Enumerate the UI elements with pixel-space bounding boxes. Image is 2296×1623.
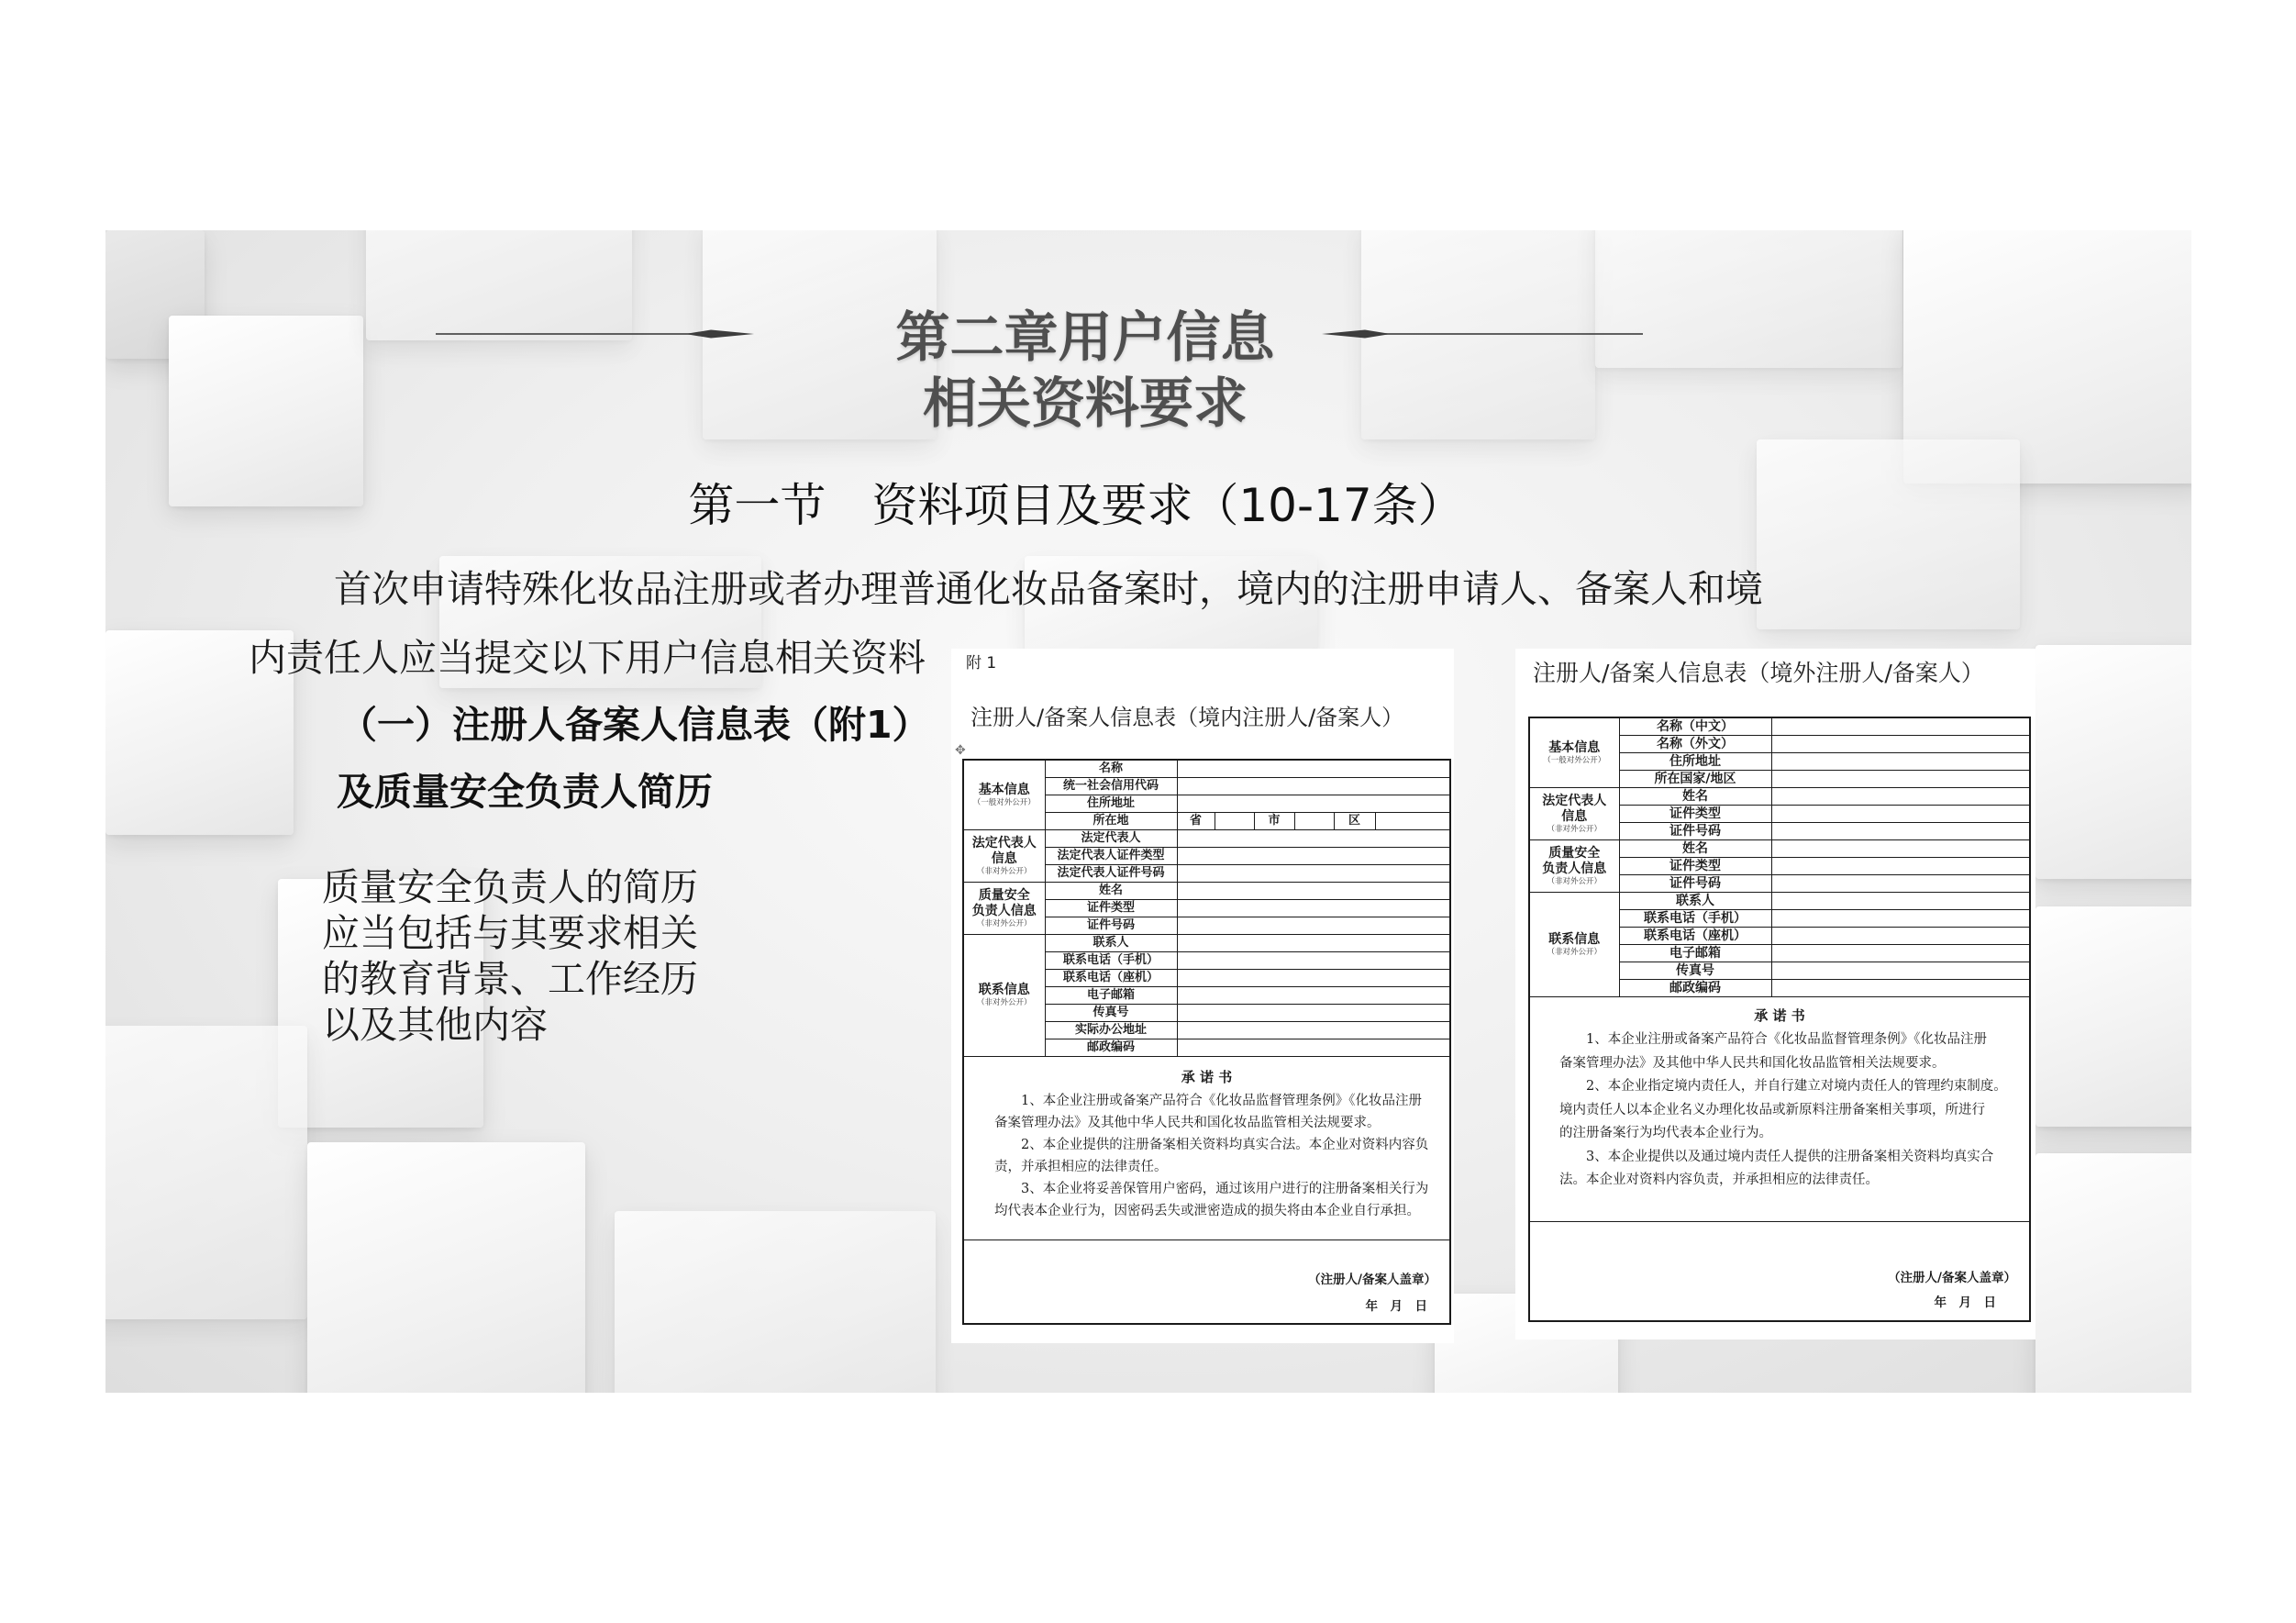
table-row <box>1529 788 2030 806</box>
location-unit: 区 <box>1334 813 1375 829</box>
field-label: 名称 <box>1045 760 1177 778</box>
domestic-registrant-form-image <box>951 649 1454 1343</box>
group-label-cell <box>1529 840 1619 893</box>
field-value-blank <box>1177 760 1450 778</box>
intro-text-line-1: 首次申请特殊化妆品注册或者办理普通化妆品备案时，境内的注册申请人、备案人和境 <box>334 567 1763 611</box>
pledge-line: 3、本企业将妥善保管用户密码，通过该用户进行的注册备案相关行为 <box>1021 1182 1429 1196</box>
table-row <box>1529 893 2030 910</box>
pledge-title: 承 诺 书 <box>1181 1069 1233 1085</box>
pledge-line: 责，并承担相应的法律责任。 <box>994 1160 1168 1174</box>
pledge-line: 境内责任人以本企业名义办理化妆品或新原料注册备案相关事项，所进行 <box>1559 1102 1985 1117</box>
field-label: 证件类型 <box>1619 806 1771 823</box>
pledge-line: 2、本企业提供的注册备案相关资料均真实合法。本企业对资料内容负 <box>1021 1138 1429 1152</box>
form-title: 注册人/备案人信息表（境外注册人/备案人） <box>1533 660 1984 686</box>
chapter-title-line-1: 第二章用户信息 <box>895 306 1275 369</box>
group-label: 质量安全 <box>978 887 1030 903</box>
field-value-blank <box>1177 935 1450 952</box>
pledge-row <box>963 1057 1450 1240</box>
field-label: 电子邮箱 <box>1045 987 1177 1005</box>
field-value-blank <box>1771 910 2030 928</box>
location-unit-row <box>1178 813 1450 829</box>
pledge-line: 2、本企业指定境内责任人，并自行建立对境内责任人的管理约束制度。 <box>1586 1079 2007 1094</box>
field-value-blank <box>1771 788 2030 806</box>
group-label: 法定代表人 <box>1542 793 1607 808</box>
item-heading-line-2: 及质量安全负责人简历 <box>337 770 713 814</box>
field-label: 联系电话（手机） <box>1045 952 1177 970</box>
group-label: 信息 <box>1561 808 1588 824</box>
field-label: 证件号码 <box>1619 823 1771 840</box>
group-label: 法定代表人 <box>971 835 1037 850</box>
field-value-blank <box>1771 806 2030 823</box>
field-label: 名称（外文） <box>1619 736 1771 753</box>
pledge-line: 备案管理办法》及其他中华人民共和国化妆品监管相关法规要求。 <box>994 1116 1381 1130</box>
attachment-label: 附 1 <box>966 654 997 673</box>
field-label: 证件号码 <box>1045 917 1177 935</box>
background-square <box>366 230 632 340</box>
group-label-cell <box>1529 893 1619 997</box>
field-label: 法定代表人 <box>1045 830 1177 848</box>
field-value-blank <box>1771 945 2030 962</box>
field-label: 证件类型 <box>1619 858 1771 875</box>
pledge-cell <box>1529 997 2030 1222</box>
field-value-blank <box>1771 962 2030 980</box>
date-label: 年 月 日 <box>1934 1295 1996 1310</box>
group-label: 基本信息 <box>1548 739 1601 755</box>
field-value-blank <box>1771 753 2030 771</box>
chapter-title-line-2: 相关资料要求 <box>922 372 1248 435</box>
group-note: （非对外公开） <box>976 866 1032 876</box>
field-label: 住所地址 <box>1619 753 1771 771</box>
pledge-title: 承 诺 书 <box>1754 1007 1805 1024</box>
pledge-line: 法。本企业对资料内容负责，并承担相应的法律责任。 <box>1559 1173 1879 1187</box>
group-note: （非对外公开） <box>976 998 1032 1007</box>
group-label-cell <box>963 883 1045 935</box>
field-value-blank <box>1177 813 1450 830</box>
foreign-registrant-info-table <box>1528 717 2031 1322</box>
pledge-cell <box>963 1057 1450 1240</box>
field-label: 所在地 <box>1045 813 1177 830</box>
date-label: 年 月 日 <box>1365 1299 1427 1314</box>
resume-note-line: 应当包括与其要求相关 <box>322 911 698 955</box>
background-square <box>2035 645 2191 879</box>
field-value-blank <box>1177 900 1450 917</box>
field-value-blank <box>1771 875 2030 893</box>
pledge-line: 1、本企业注册或备案产品符合《化妆品监督管理条例》《化妆品注册 <box>1586 1032 1987 1047</box>
table-row <box>963 935 1450 952</box>
background-square <box>2035 1153 2191 1393</box>
table-row <box>963 760 1450 778</box>
group-note: （非对外公开） <box>1547 876 1602 886</box>
form-title: 注册人/备案人信息表（境内注册人/备案人） <box>971 705 1404 730</box>
field-value-blank <box>1177 848 1450 865</box>
field-value-blank <box>1771 928 2030 945</box>
field-value-blank <box>1177 1005 1450 1022</box>
field-label: 传真号 <box>1045 1005 1177 1022</box>
section-heading: 第一节 资料项目及要求（10-17条） <box>688 479 1464 532</box>
intro-text-line-2: 内责任人应当提交以下用户信息相关资料 <box>249 636 926 680</box>
signature-cell <box>963 1240 1450 1325</box>
pledge-row <box>1529 997 2030 1222</box>
field-value-blank <box>1177 883 1450 900</box>
table-move-handle-icon: ✥ <box>955 743 966 758</box>
field-label: 邮政编码 <box>1619 980 1771 997</box>
resume-note-line: 质量安全负责人的简历 <box>322 865 698 909</box>
location-unit: 省 <box>1189 814 1202 828</box>
field-value-blank <box>1771 823 2030 840</box>
field-label: 邮政编码 <box>1045 1039 1177 1057</box>
field-value-blank <box>1177 1022 1450 1039</box>
group-label-cell <box>1529 717 1619 788</box>
field-label: 姓名 <box>1045 883 1177 900</box>
resume-note <box>322 864 698 1048</box>
pledge-line: 3、本企业提供以及通过境内责任人提供的注册备案相关资料均真实合 <box>1586 1149 1994 1164</box>
field-label: 证件号码 <box>1619 875 1771 893</box>
signature-row <box>1529 1222 2030 1322</box>
background-square <box>615 1211 936 1393</box>
field-label: 联系电话（座机） <box>1045 970 1177 987</box>
pledge-line: 的注册备案行为均代表本企业行为。 <box>1559 1126 1772 1140</box>
chapter-title <box>810 305 1360 437</box>
resume-note-line: 的教育背景、工作经历 <box>322 957 698 1001</box>
field-label: 法定代表人证件号码 <box>1045 865 1177 883</box>
group-label: 联系信息 <box>1548 931 1601 947</box>
field-value-blank <box>1771 717 2030 736</box>
field-value-blank <box>1177 987 1450 1005</box>
field-value-blank <box>1177 952 1450 970</box>
group-note: （非对外公开） <box>1547 947 1602 957</box>
group-label: 质量安全 <box>1548 845 1601 861</box>
field-value-blank <box>1771 840 2030 858</box>
signature-row <box>963 1240 1450 1325</box>
field-label: 实际办公地址 <box>1045 1022 1177 1039</box>
group-label-cell <box>1529 788 1619 840</box>
seal-label: （注册人/备案人盖章） <box>1888 1271 2016 1285</box>
field-label: 联系电话（手机） <box>1619 910 1771 928</box>
field-label: 住所地址 <box>1045 795 1177 813</box>
resume-note-line: 以及其他内容 <box>322 1003 548 1047</box>
location-blank <box>1375 813 1450 829</box>
pledge-line: 均代表本企业行为，因密码丢失或泄密造成的损失将由本企业自行承担。 <box>994 1204 1420 1218</box>
field-value-blank <box>1771 980 2030 997</box>
title-divider-left <box>436 327 754 341</box>
field-value-blank <box>1177 970 1450 987</box>
field-label: 法定代表人证件类型 <box>1045 848 1177 865</box>
foreign-registrant-form-image <box>1515 649 2035 1340</box>
domestic-registrant-info-table <box>962 759 1451 1325</box>
signature-cell <box>1529 1222 2030 1322</box>
field-label: 统一社会信用代码 <box>1045 778 1177 795</box>
group-note: （一般对外公开） <box>1543 755 1606 765</box>
group-label-cell <box>963 760 1045 830</box>
field-label: 名称（中文） <box>1619 717 1771 736</box>
field-value-blank <box>1771 893 2030 910</box>
background-square <box>1595 230 1902 368</box>
location-unit: 市 <box>1254 813 1294 829</box>
title-divider-right <box>1322 327 1643 341</box>
field-label: 联系人 <box>1045 935 1177 952</box>
field-value-blank <box>1771 858 2030 875</box>
field-label: 姓名 <box>1619 840 1771 858</box>
seal-label: （注册人/备案人盖章） <box>1308 1273 1436 1287</box>
background-square <box>2035 906 2191 1127</box>
table-row <box>1529 717 2030 736</box>
field-label: 传真号 <box>1619 962 1771 980</box>
pledge-line: 1、本企业注册或备案产品符合《化妆品监督管理条例》《化妆品注册 <box>1021 1094 1422 1108</box>
field-label: 联系人 <box>1619 893 1771 910</box>
field-value-blank <box>1177 1039 1450 1057</box>
field-label: 联系电话（座机） <box>1619 928 1771 945</box>
group-label: 基本信息 <box>978 782 1030 797</box>
group-label-cell <box>963 830 1045 883</box>
background-square <box>1757 439 2020 629</box>
field-label: 姓名 <box>1619 788 1771 806</box>
field-label: 电子邮箱 <box>1619 945 1771 962</box>
field-label: 所在国家/地区 <box>1619 771 1771 788</box>
location-blank <box>1294 813 1334 829</box>
field-value-blank <box>1177 865 1450 883</box>
group-label: 联系信息 <box>978 983 1030 997</box>
group-note: （非对外公开） <box>976 918 1032 928</box>
group-label: 负责人信息 <box>1542 861 1607 876</box>
pledge-line: 备案管理办法》及其他中华人民共和国化妆品监管相关法规要求。 <box>1559 1055 1946 1071</box>
group-note: （一般对外公开） <box>972 797 1036 807</box>
field-value-blank <box>1771 771 2030 788</box>
table-row <box>1529 840 2030 858</box>
group-note: （非对外公开） <box>1547 824 1602 834</box>
field-value-blank <box>1177 830 1450 848</box>
location-blank <box>1215 813 1254 829</box>
background-square <box>169 316 363 506</box>
field-value-blank <box>1177 778 1450 795</box>
field-value-blank <box>1771 736 2030 753</box>
table-row <box>963 830 1450 848</box>
table-row <box>963 883 1450 900</box>
group-label-cell <box>963 935 1045 1057</box>
item-heading-line-1: （一）注册人备案人信息表（附1） <box>339 703 930 747</box>
field-value-blank <box>1177 795 1450 813</box>
background-square <box>307 1142 585 1393</box>
group-label: 负责人信息 <box>971 903 1037 918</box>
field-value-blank <box>1177 917 1450 935</box>
background-square <box>105 1026 307 1319</box>
field-label: 证件类型 <box>1045 900 1177 917</box>
group-label: 信息 <box>991 850 1017 866</box>
